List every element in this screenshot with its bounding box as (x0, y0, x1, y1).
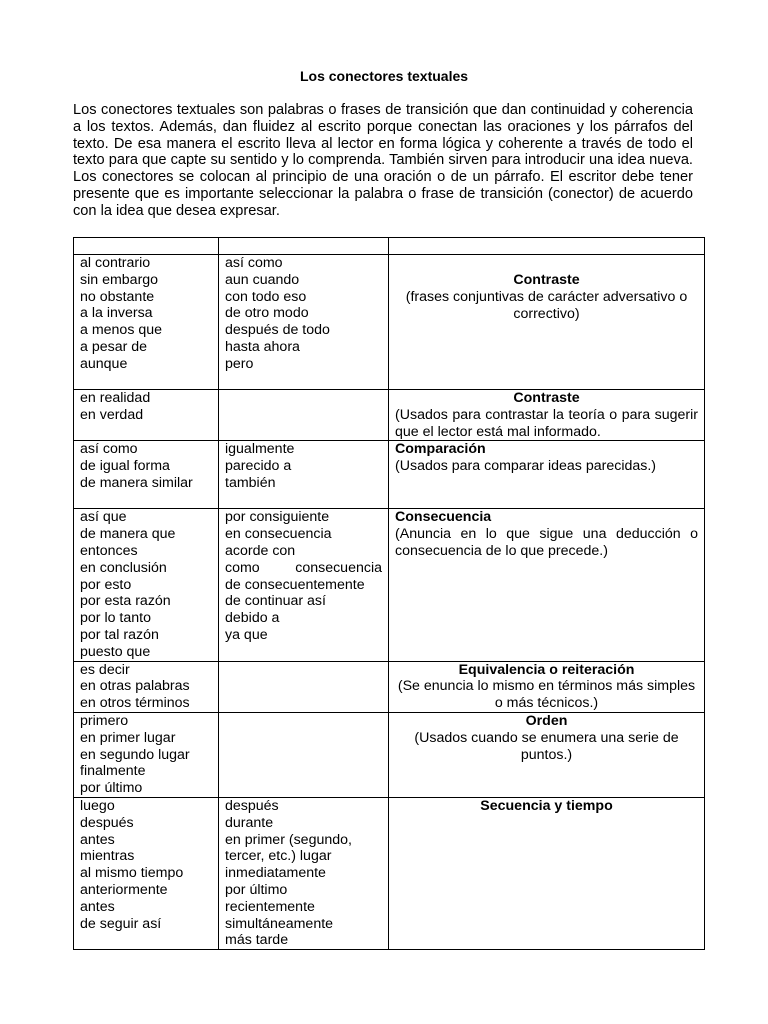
connector-item: luego (80, 797, 115, 814)
connector-item: por esto (80, 576, 132, 593)
connector-item: por último (80, 780, 143, 797)
connector-item: por lo tanto (80, 610, 151, 627)
connector-item: ya que (225, 626, 268, 643)
table-row (74, 255, 705, 390)
connector-item: por consiguiente (225, 509, 330, 526)
category-cell (389, 390, 705, 441)
table-header-row (74, 238, 705, 255)
category-title: Comparación (395, 441, 486, 458)
connector-item: por tal razón (80, 626, 159, 643)
category-description: (frases conjuntivas de carácter adversativo o correctivo) (405, 288, 688, 322)
connector-list-cell (74, 441, 219, 509)
connector-item: durante (225, 814, 274, 831)
table-row (74, 441, 705, 509)
connector-list-cell (74, 390, 219, 441)
category-title: Consecuencia (395, 509, 492, 526)
connector-item: en otros términos (80, 695, 190, 712)
connector-item: al contrario (80, 255, 151, 271)
connector-list-cell (219, 509, 389, 661)
connector-item: inmediatamente (225, 865, 326, 882)
connector-item: de manera que (80, 526, 176, 543)
connector-list-cell (219, 390, 389, 441)
connector-item: por último (225, 881, 288, 898)
category-cell (389, 797, 705, 949)
connector-item: sin embargo (80, 271, 159, 288)
connector-item: primero (80, 712, 129, 729)
empty-header-cell (74, 238, 219, 255)
connector-item: recientemente (225, 898, 315, 915)
connector-item: puesto que (80, 643, 151, 660)
connector-item: de igual forma (80, 458, 170, 475)
connector-item: en conclusión (80, 559, 167, 576)
table-row (74, 712, 705, 797)
connector-item: por esta razón (80, 593, 171, 610)
connector-list-cell (219, 255, 389, 390)
connector-item: en consecuencia (225, 526, 332, 543)
connector-item: después de todo (225, 322, 330, 339)
category-cell (389, 509, 705, 661)
category-title: Orden (525, 712, 568, 729)
connector-item: aunque (80, 355, 128, 372)
connector-list-cell (74, 797, 219, 949)
empty-header-cell (389, 238, 705, 255)
connector-item: como consecuencia (225, 559, 382, 576)
category-description: (Se enuncia lo mismo en términos más simples o más técnicos.) (397, 678, 696, 712)
category-cell (389, 661, 705, 712)
connector-item: mientras (80, 848, 135, 865)
category-title: Secuencia y tiempo (480, 797, 613, 814)
category-title: Equivalencia o reiteración (458, 661, 635, 678)
category-description: (Anuncia en lo que sigue una deducción o consecuencia de lo que precede.) (395, 526, 698, 559)
category-description: (Usados para comparar ideas parecidas.) (395, 458, 657, 475)
connector-item: hasta ahora (225, 338, 300, 355)
connector-item: antes (80, 831, 115, 848)
connector-item: igualmente (225, 441, 295, 458)
connector-list-cell (74, 661, 219, 712)
connector-item: a menos que (80, 322, 163, 339)
connector-item: tercer, etc.) lugar (225, 848, 332, 865)
connector-item: también (225, 474, 276, 491)
connector-item: en primer lugar (80, 729, 176, 746)
connector-item: de seguir así (80, 915, 162, 932)
connector-list-cell (74, 255, 219, 390)
empty-header-cell (219, 238, 389, 255)
connector-item: no obstante (80, 288, 155, 305)
category-cell (389, 712, 705, 797)
category-description: (Usados cuando se enumera una serie de puntos.) (414, 729, 679, 763)
connector-item: después (80, 814, 134, 831)
connector-item: más tarde (225, 932, 289, 949)
connector-item: parecido a (225, 458, 292, 475)
category-cell (389, 255, 705, 390)
connector-list-cell (219, 441, 389, 509)
category-cell (389, 441, 705, 509)
connector-item: de otro modo (225, 305, 309, 322)
connector-list-cell (219, 797, 389, 949)
connector-item: finalmente (80, 763, 146, 780)
connector-item: en otras palabras (80, 678, 190, 695)
connector-item: con todo eso (225, 288, 307, 305)
connector-item: es decir (80, 661, 130, 678)
connector-item: a pesar de (80, 338, 148, 355)
category-description: (Usados para contrastar la teoría o para sugerir que el lector está mal informado. (395, 406, 698, 440)
connector-item: en segundo lugar (80, 746, 190, 763)
table-row (74, 661, 705, 712)
connector-item: aun cuando (225, 271, 300, 288)
category-title: Contraste (513, 272, 580, 288)
connector-list-cell (219, 661, 389, 712)
table-row (74, 797, 705, 949)
connector-item: después (225, 797, 279, 814)
category-title: Contraste (513, 390, 580, 406)
connector-item: debido a (225, 610, 280, 627)
connector-item: en realidad (80, 390, 151, 406)
connector-item: entonces (80, 542, 138, 559)
connector-item: acorde con (225, 542, 296, 559)
connector-item: antes (80, 898, 115, 915)
connector-item: así como (80, 441, 138, 458)
connector-item: simultáneamente (225, 915, 334, 932)
connector-item: de consecuentemente (225, 576, 365, 593)
page-title: Los conectores textuales (299, 68, 469, 84)
intro-paragraph: Los conectores textuales son palabras o frases de transición que dan continuidad y coherencia a los textos. Además, dan fluidez al escrito porque conectan las oraciones y los párrafos del texto. De esa manera el escrito lleva al lector en forma lógica y coherente a través de todo el texto para que capte su sentido y lo comprenda. También sirven para introducir una idea nueva. Los conectores se colocan al principio de una oración o de un párrafo. El escritor debe tener presente que es importante seleccionar la palabra o frase de transición (conector) de acuerdo con la idea que desea expresar. (73, 102, 693, 219)
connector-item: así como (225, 255, 283, 271)
table-row (74, 509, 705, 661)
connector-item: a la inversa (80, 305, 153, 322)
connector-list-cell (74, 712, 219, 797)
connector-item: de manera similar (80, 474, 193, 491)
connector-list-cell (219, 712, 389, 797)
connector-item: así que (80, 509, 127, 526)
connector-item: al mismo tiempo (80, 865, 184, 882)
connectors-table (73, 237, 705, 950)
connector-item: en verdad (80, 406, 144, 423)
connector-item: en primer (segundo, (225, 831, 352, 848)
table-row (74, 390, 705, 441)
connector-item: anteriormente (80, 881, 168, 898)
connector-list-cell (74, 509, 219, 661)
connector-item: pero (225, 355, 254, 372)
connector-item: de continuar así (225, 593, 326, 610)
